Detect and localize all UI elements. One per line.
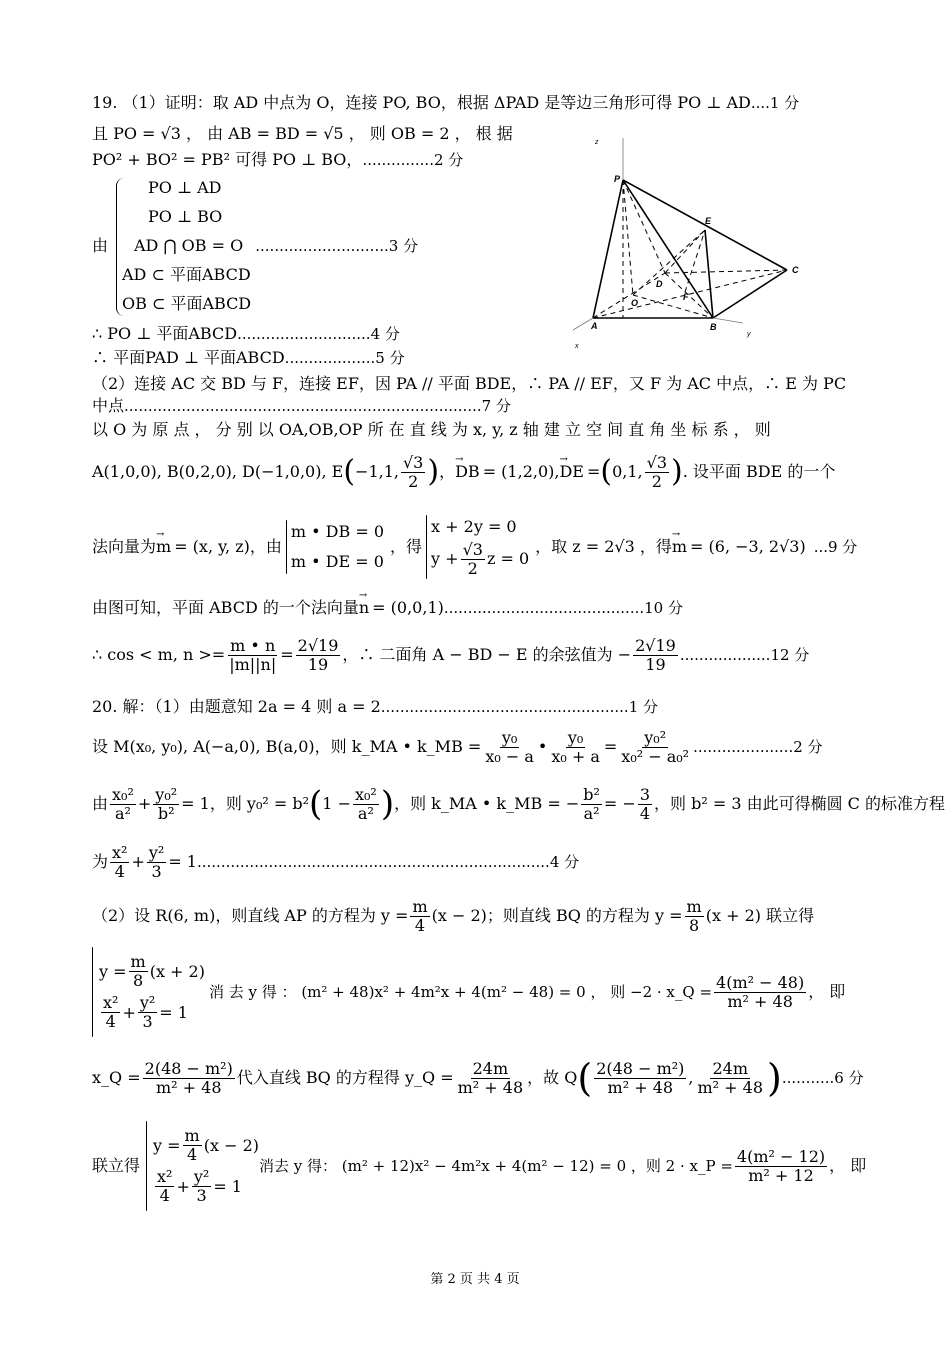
- q19-line-2: 且 PO = √3 ， 由 AB = BD = √5 ， 则 OB = 2 ， 根 据: [92, 124, 513, 143]
- q19-conclusion-2: ∴ 平面PAD ⊥ 平面ABCD...................5 分: [92, 348, 405, 367]
- q19-system-row-1: PO ⊥ AD: [148, 178, 222, 197]
- dot-product-system: m • DB = 0 m • DE = 0: [290, 522, 385, 571]
- pyramid-figure: [555, 130, 815, 360]
- q20-slope-product-line: 设 M(x₀, y₀), A(−a,0), B(a,0)，则 k_MA • k_MB = $\frac{\text{y₀}}{\text{x₀ − a}}$ • $\frac{\text{y₀}}{\text{x₀ + a}}$ = $\frac{\text{y₀²}}{\text{x₀² − a₀²}}$ .....................2 分: [92, 727, 823, 766]
- q20-line-1: 20. 解：（1）由题意知 2a = 4 则 a = 2....................................................1 分: [92, 697, 659, 716]
- q19-part2-line-1: （2）连接 AC 交 BD 与 F，连接 EF，因 PA // 平面 BDE，∴ PA // EF，又 F 为 AC 中点，∴ E 为 PC: [92, 374, 847, 393]
- q19-system-row-2: PO ⊥ BO: [148, 207, 223, 226]
- figure-label-F: F: [683, 292, 689, 302]
- q19-cosine-line: ∴ cos < m, n >= $\frac{m • n}{|m||n|}$ = $\frac{2√19}{19}$ ，∴ 二面角 A − BD − E 的余弦值为 − $\frac{2√19}{19}$ ...................12 分: [92, 635, 810, 674]
- figure-label-D: D: [656, 279, 663, 289]
- figure-label-x: x: [575, 343, 579, 350]
- de-z-fraction: $\frac{√3}{2}$: [646, 452, 668, 491]
- q20-system-b-line: 联立得 y = $\frac{m}{4}$ (x − 2) $\frac{\text{x²}}{4}$ + $\frac{\text{y²}}{3}$ = 1 消去 y 得： (m² + 12)x² − 4m²x + 4(m² − 12) = 0 ，则 2 · x_P = $\frac{\text{4(m² − 12)}}{\text{m² + 12}}$ ， 即: [92, 1118, 858, 1214]
- q19-system-prefix: 由: [92, 236, 109, 255]
- figure-label-B: B: [710, 322, 717, 332]
- system-a: y = $\frac{m}{8}$ (x + 2) $\frac{\text{x²}}{4}$ + $\frac{\text{y²}}{3}$ = 1: [99, 952, 205, 1031]
- q19-conclusion-1: ∴ PO ⊥ 平面ABCD............................4 分: [92, 324, 400, 343]
- q19-normal-vector-line: 法向量为 → m = (x, y, z)，由 m • DB = 0 m • DE = 0 ，得 x + 2y = 0 y + $\frac{√3}{2}$ z = 0 ，取 z = 2√3 ，得 → m = (6, −3, 2√3) ...9 分: [92, 512, 858, 582]
- q20-system-a-line: y = $\frac{m}{8}$ (x + 2) $\frac{\text{x²}}{4}$ + $\frac{\text{y²}}{3}$ = 1 消 去 y 得 ： (m² + 48)x² + 4m²x + 4(m² − 48) = 0 ， 则 −2 · x_Q = $\frac{\text{4(m² − 48)}}{\text{m² + 48}}$ ， 即: [92, 944, 858, 1040]
- vector-de: → DE: [559, 462, 584, 482]
- q20-standard-equation-line: 为 $\frac{\text{x²}}{4}$ + $\frac{\text{y²}}{3}$ = 1 ..........................................................................4 分: [92, 842, 580, 881]
- system-b: y = $\frac{m}{4}$ (x − 2) $\frac{\text{x²}}{4}$ + $\frac{\text{y²}}{3}$ = 1: [153, 1126, 259, 1205]
- q19-system-row-5: OB ⊂ 平面ABCD: [122, 294, 252, 313]
- q19-line-3: PO² + BO² = PB² 可得 PO ⊥ BO，...............2 分: [92, 150, 464, 169]
- q19-line-1: 19. （1）证明：取 AD 中点为 O，连接 PO, BO，根据 ΔPAD 是等边三角形可得 PO ⊥ AD....1 分: [92, 93, 800, 112]
- q19-part2-line-3: 以 O 为 原 点 ， 分 别 以 OA,OB,OP 所 在 直 线 为 x, y, z 轴 建 立 空 间 直 角 坐 标 系 ， 则: [92, 420, 771, 439]
- figure-label-y: y: [747, 331, 751, 338]
- q19-system-row-4: AD ⊂ 平面ABCD: [122, 265, 251, 284]
- q20-xq-line: x_Q = $\frac{\text{2(48 − m²)}}{\text{m² + 48}}$ 代入直线 BQ 的方程得 y_Q = $\frac{24m}{\text{m² + 48}}$ ，故 Q ( $\frac{\text{2(48 − m²)}}{\text{m² + 48}}$ , $\frac{24m}{\text{m² + 48}}$ ) ...........6 分: [92, 1056, 864, 1100]
- cos-fraction: $\frac{m • n}{|m||n|}$: [229, 635, 277, 674]
- q19-coordinates-line: A(1,0,0), B(0,2,0), D(−1,0,0), E ( −1,1, $\frac{√3}{2}$ ) ， → DB = (1,2,0), → DE = ( 0,1, $\frac{√3}{2}$ ) . 设平面 BDE 的一个: [92, 450, 858, 494]
- figure-label-P: P: [614, 174, 621, 184]
- linear-system: x + 2y = 0 y + $\frac{√3}{2}$ z = 0: [431, 516, 530, 578]
- q19-system-row-3: AD ⋂ OB = O ............................3 分: [134, 236, 419, 255]
- figure-label-E: E: [705, 216, 712, 226]
- q19-normal-abcd-line: 由图可知，平面 ABCD 的一个法向量→ n = (0,0,1)..........................................10 分: [92, 598, 858, 618]
- figure-label-C: C: [792, 265, 799, 275]
- q20-ellipse-relation-line: 由 $\frac{\text{x₀²}}{\text{a²}}$ + $\frac{\text{y₀²}}{\text{b²}}$ = 1，则 y₀² = b² ( 1 − $\frac{\text{x₀²}}{\text{a²}}$ ) ，则 k_MA • k_MB = − $\frac{\text{b²}}{\text{a²}}$ = − $\frac{3}{4}$ ，则 b² = 3 由此可得椭圆 C 的标准方程: [92, 784, 946, 824]
- figure-label-O: O: [631, 298, 639, 308]
- figure-label-z: z: [595, 139, 599, 146]
- q19-part2-line-2: 中点...........................................................................7 分: [92, 396, 511, 415]
- q20-part2-line-1: （2）设 R(6, m)，则直线 AP 的方程为 y = $\frac{m}{4}$ (x − 2)；则直线 BQ 的方程为 y = $\frac{m}{8}$ (x + 2) 联立得: [92, 896, 815, 935]
- e-z-fraction: $\frac{√3}{2}$: [402, 452, 424, 491]
- page-footer: 第 2 页 共 4 页: [430, 1272, 520, 1287]
- figure-label-A: A: [591, 321, 598, 331]
- vector-db: → DB: [455, 462, 480, 482]
